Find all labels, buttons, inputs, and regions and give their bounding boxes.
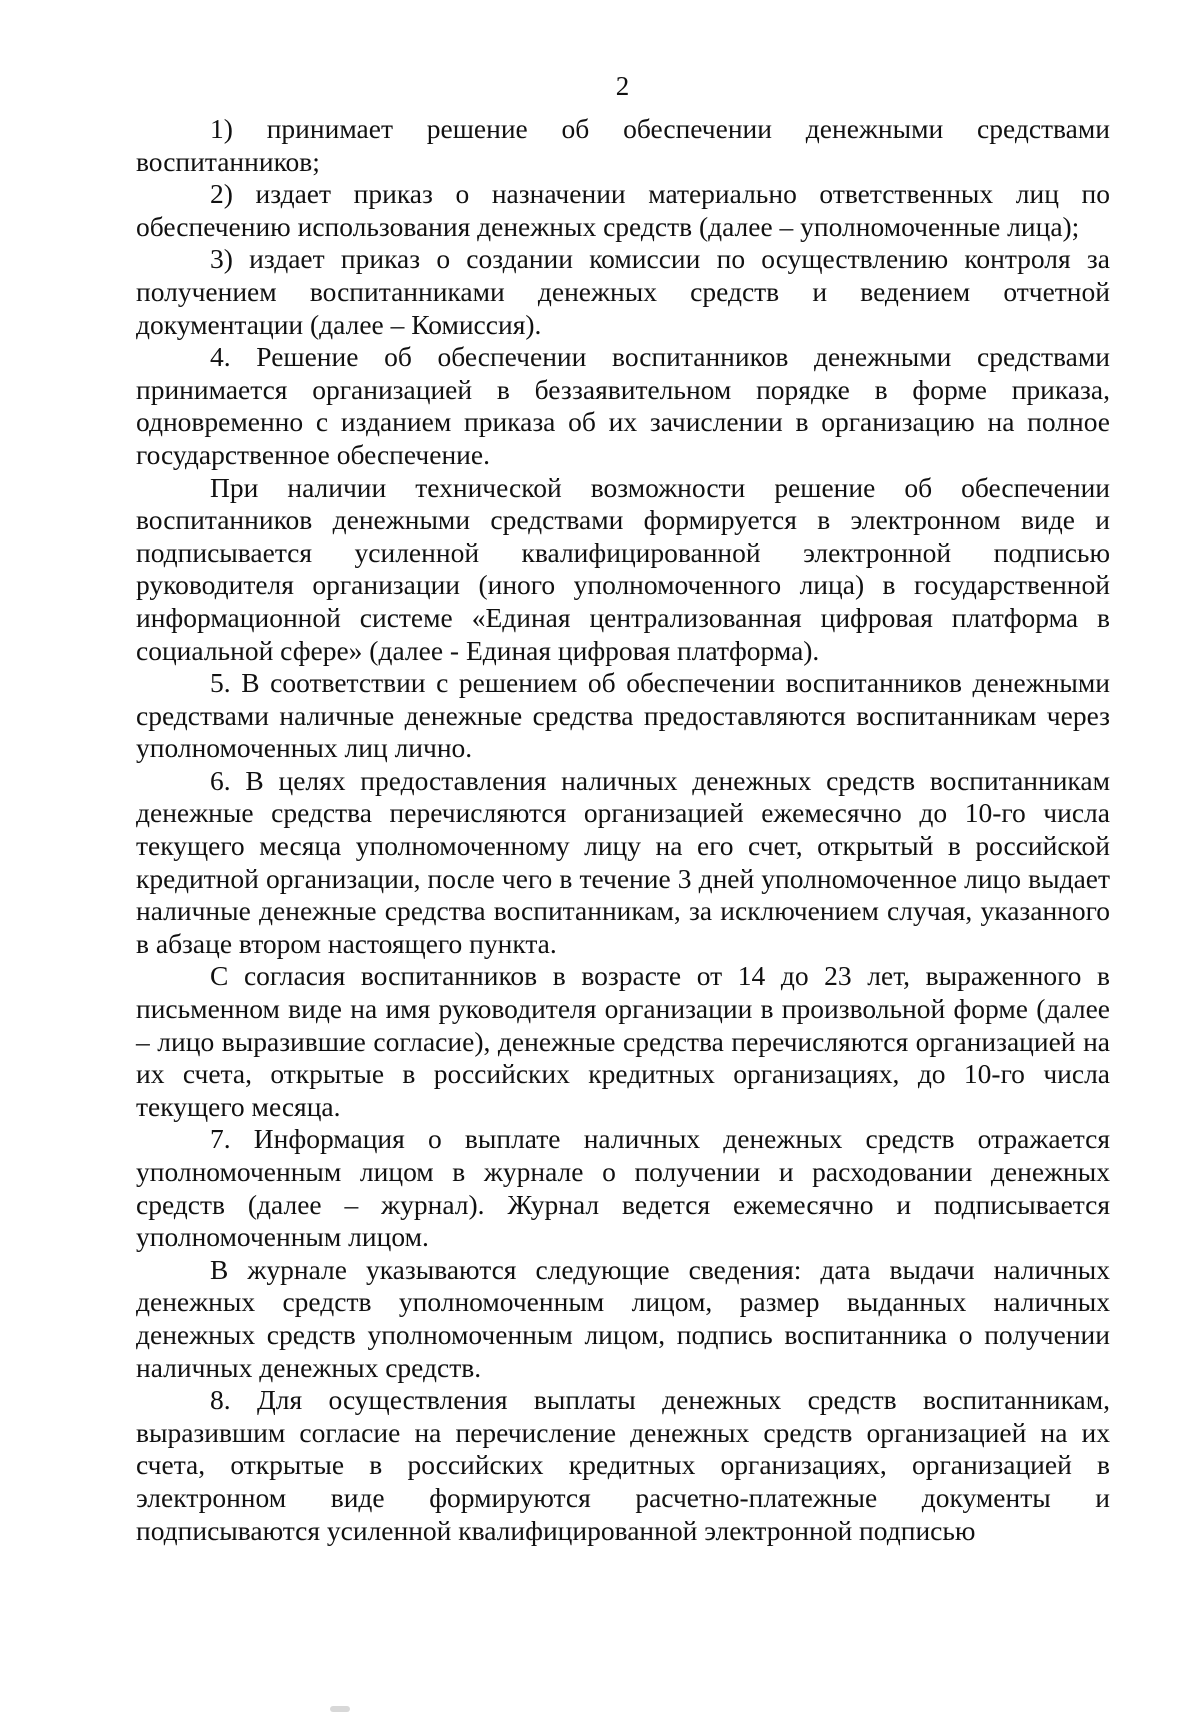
- paragraph-4: 4. Решение об обеспечении воспитанников денежными средствами принимается организацией в беззаявительном порядке в форме приказа, одновременно с изданием приказа об их зачислении в организацию на полное государственное обеспечение.: [136, 341, 1110, 470]
- paragraph-7: 7. Информация о выплате наличных денежных средств отражается уполномоченным лицом в журнале о получении и расходовании денежных средств (далее – журнал). Журнал ведется ежемесячно и подписывается уполномоченным лицом.: [136, 1123, 1110, 1253]
- paragraph-6: 6. В целях предоставления наличных денежных средств воспитанникам денежные средства перечисляются организацией ежемесячно до 10-го числа текущего месяца уполномоченному лицу на его счет, открытый в российской кредитной организации, после чего в течение 3 дней уполномоченное лицо выдает наличные денежные средства воспитанникам, за исключением случая, указанного в абзаце втором настоящего пункта.: [136, 764, 1110, 959]
- paragraph-7-second: В журнале указываются следующие сведения: дата выдачи наличных денежных средств уполномоченным лицом, размер выданных наличных денежных средств уполномоченным лицом, подпись воспитанника о получении наличных денежных средств.: [136, 1253, 1110, 1383]
- paragraph-item-3: 3) издает приказ о создании комиссии по осуществлению контроля за получением воспитанниками денежных средств и ведением отчетной документации (далее – Комиссия).: [136, 243, 1110, 340]
- page-number: 2: [615, 71, 630, 101]
- scan-mark: [330, 1706, 350, 1712]
- document-body: [136, 113, 1110, 1547]
- paragraph-item-2: 2) издает приказ о назначении материально ответственных лиц по обеспечению использования денежных средств (далее – уполномоченные лица);: [136, 178, 1110, 242]
- paragraph-8: 8. Для осуществления выплаты денежных средств воспитанникам, выразившим согласие на перечисление денежных средств организацией на их счета, открытые в российских кредитных организациях, организацией в электронном виде формируются расчетно-платежные документы и подписываются усиленной квалифицированной электронной подписью: [136, 1384, 1110, 1546]
- paragraph-5: 5. В соответствии с решением об обеспечении воспитанников денежными средствами наличные денежные средства предоставляются воспитанникам через уполномоченных лиц лично.: [136, 667, 1110, 764]
- paragraph-6-second: С согласия воспитанников в возрасте от 14 до 23 лет, выраженного в письменном виде на имя руководителя организации в произвольной форме (далее – лицо выразившие согласие), денежные средства перечисляются организацией на их счета, открытые в российских кредитных организациях, до 10-го числа текущего месяца.: [136, 960, 1110, 1122]
- paragraph-4-second: При наличии технической возможности решение об обеспечении воспитанников денежными средствами формируется в электронном виде и подписывается усиленной квалифицированной электронной подписью руководителя организации (иного уполномоченного лица) в государственной информационной системе «Единая централизованная цифровая платформа в социальной сфере» (далее - Единая цифровая платформа).: [136, 471, 1110, 666]
- paragraph-item-1: 1) принимает решение об обеспечении денежными средствами воспитанников;: [136, 113, 1110, 177]
